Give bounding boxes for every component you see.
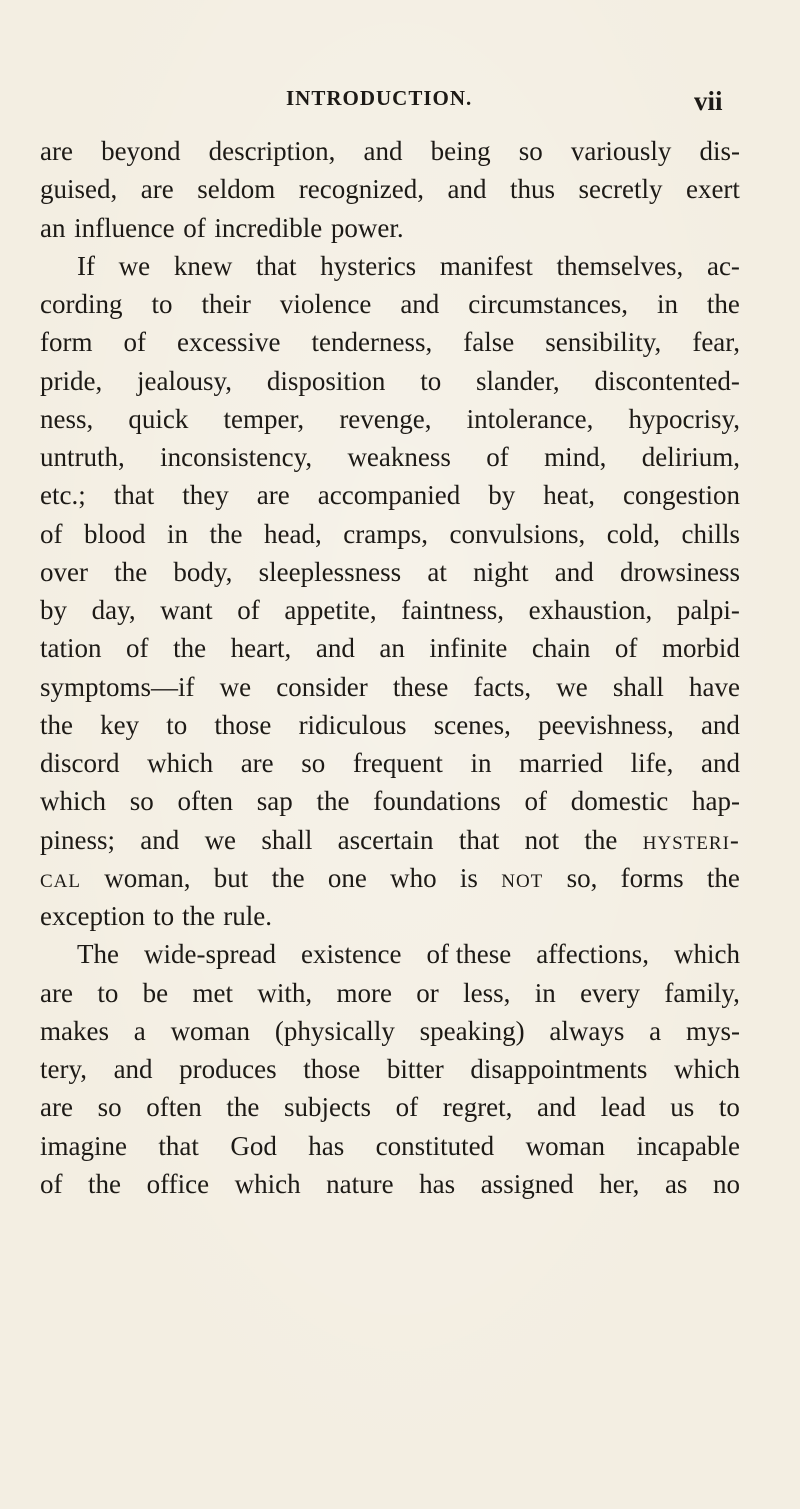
word: us bbox=[670, 1092, 695, 1123]
word: accompanied bbox=[317, 480, 461, 511]
word: blood bbox=[84, 518, 146, 549]
word: influence bbox=[74, 212, 175, 243]
word: are bbox=[240, 748, 274, 778]
word: are bbox=[40, 977, 73, 1008]
word: guised, bbox=[40, 174, 118, 205]
text-line bbox=[40, 1127, 740, 1165]
text-line bbox=[40, 897, 740, 935]
word: not bbox=[524, 824, 560, 855]
word: bitter bbox=[386, 1054, 444, 1084]
word: the bbox=[706, 289, 740, 319]
word: woman, bbox=[104, 862, 191, 893]
text-line bbox=[40, 438, 740, 476]
word: tation bbox=[40, 633, 102, 664]
word: which bbox=[234, 1168, 301, 1199]
word: to bbox=[97, 977, 119, 1008]
word: speaking) bbox=[419, 1015, 525, 1046]
word: who bbox=[390, 862, 437, 893]
text-line bbox=[40, 668, 740, 706]
word: of bbox=[123, 327, 147, 358]
word: congestion bbox=[622, 480, 740, 511]
word: to bbox=[166, 709, 188, 740]
word: by bbox=[40, 595, 67, 625]
text-line bbox=[40, 744, 740, 782]
text-line bbox=[40, 170, 740, 208]
word: often bbox=[177, 786, 233, 817]
text-line bbox=[40, 209, 740, 247]
word: woman bbox=[525, 1130, 606, 1161]
word: want bbox=[160, 595, 213, 625]
word: to bbox=[151, 289, 173, 319]
word: life, bbox=[630, 748, 674, 778]
word: but bbox=[213, 862, 249, 893]
text-line bbox=[40, 821, 740, 859]
word: seldom bbox=[197, 174, 276, 205]
text-line bbox=[40, 515, 740, 553]
word: that bbox=[158, 1130, 199, 1161]
word: ascertain bbox=[337, 824, 434, 855]
word: a bbox=[649, 1015, 662, 1046]
word: have bbox=[689, 671, 740, 702]
word: the bbox=[40, 709, 73, 740]
word: the bbox=[316, 786, 350, 817]
word: slander, bbox=[476, 365, 560, 396]
word: discord bbox=[40, 748, 120, 778]
word: key bbox=[100, 709, 140, 740]
word: is bbox=[459, 862, 478, 893]
word: in bbox=[656, 289, 678, 319]
text-line bbox=[40, 706, 740, 744]
text-line bbox=[40, 1165, 740, 1203]
word: symptoms—if bbox=[40, 671, 195, 702]
word: and bbox=[140, 824, 180, 855]
word: heart, bbox=[230, 633, 292, 664]
word: of bbox=[486, 442, 509, 472]
word: woman bbox=[170, 1015, 251, 1046]
word: beyond bbox=[101, 136, 181, 166]
text-line bbox=[40, 782, 740, 820]
word: their bbox=[201, 289, 251, 319]
word: produces bbox=[179, 1054, 277, 1084]
word: consider bbox=[276, 671, 368, 702]
word: appetite, bbox=[284, 595, 377, 625]
word: we bbox=[219, 671, 252, 702]
word: an bbox=[40, 212, 66, 243]
word: every bbox=[580, 977, 641, 1008]
word: in bbox=[470, 748, 492, 778]
word: heat, bbox=[543, 480, 595, 511]
word: and bbox=[700, 748, 740, 778]
word: in bbox=[167, 518, 189, 549]
word: peevishness, bbox=[538, 709, 674, 740]
word: untruth, bbox=[40, 442, 125, 472]
word: one bbox=[327, 862, 367, 893]
word: so bbox=[518, 136, 543, 166]
word: regret, bbox=[442, 1092, 513, 1123]
word: facts, bbox=[473, 671, 532, 702]
text-line bbox=[40, 629, 740, 667]
page-number: vii bbox=[694, 86, 723, 116]
word: form bbox=[40, 327, 93, 358]
word: piness; bbox=[40, 824, 116, 855]
word: and bbox=[113, 1054, 153, 1084]
word: we bbox=[118, 250, 151, 281]
word: body, bbox=[173, 556, 233, 587]
word: ridiculous bbox=[298, 709, 407, 740]
word: the bbox=[209, 518, 243, 549]
word: the bbox=[226, 1092, 260, 1123]
word: are bbox=[40, 1092, 73, 1123]
word: knew bbox=[173, 250, 233, 281]
text-line bbox=[40, 400, 740, 438]
word: be bbox=[142, 977, 169, 1008]
word: If bbox=[77, 250, 95, 281]
word: those bbox=[214, 709, 272, 740]
word: are bbox=[256, 480, 290, 511]
word: office bbox=[146, 1168, 210, 1199]
word: which bbox=[673, 939, 740, 970]
word: ness, bbox=[40, 403, 94, 434]
word: to bbox=[718, 1092, 740, 1123]
word: more bbox=[336, 977, 392, 1008]
word: ac- bbox=[706, 250, 740, 281]
word: has bbox=[419, 1168, 456, 1199]
word: night bbox=[473, 556, 529, 587]
word: God bbox=[230, 1130, 277, 1161]
word: has bbox=[308, 1130, 345, 1161]
word: weakness bbox=[347, 442, 451, 472]
word: pride, bbox=[40, 365, 103, 396]
word: delirium, bbox=[641, 442, 740, 472]
word: the bbox=[88, 1168, 122, 1199]
word: which bbox=[40, 786, 106, 817]
word: being bbox=[430, 136, 491, 166]
word: to bbox=[153, 901, 175, 931]
word: and bbox=[400, 289, 440, 319]
word: etc.; bbox=[40, 480, 86, 511]
text-line bbox=[40, 591, 740, 629]
word: so bbox=[97, 1092, 122, 1123]
body-text bbox=[40, 132, 740, 1203]
word: those bbox=[303, 1054, 361, 1084]
word: violence bbox=[279, 289, 372, 319]
word: convulsions, bbox=[449, 518, 586, 549]
word: false bbox=[463, 327, 515, 358]
word: chain bbox=[531, 633, 591, 664]
word: so, bbox=[566, 862, 598, 893]
word: of bbox=[524, 786, 547, 817]
word: forms bbox=[620, 862, 684, 893]
word: of bbox=[40, 1168, 63, 1199]
word: cal bbox=[40, 862, 81, 893]
word: we bbox=[556, 671, 588, 702]
word: discontented- bbox=[594, 365, 740, 396]
word: these bbox=[392, 671, 449, 702]
word: and bbox=[315, 633, 355, 664]
running-title: INTRODUCTION. bbox=[286, 86, 473, 110]
word: that bbox=[256, 250, 297, 281]
word: as bbox=[664, 1168, 688, 1199]
word: of bbox=[126, 633, 149, 664]
word: description, bbox=[208, 136, 336, 166]
word: subjects bbox=[283, 1092, 371, 1123]
word: manifest bbox=[439, 250, 533, 281]
word: rule. bbox=[223, 901, 272, 931]
word: recognized, bbox=[298, 174, 424, 205]
word: of bbox=[395, 1092, 419, 1123]
word: affections, bbox=[536, 939, 649, 970]
word: an bbox=[379, 633, 405, 664]
word: intolerance, bbox=[466, 403, 594, 434]
word: her, bbox=[599, 1168, 640, 1199]
word: faintness, bbox=[401, 595, 504, 625]
word: they bbox=[182, 480, 229, 511]
text-line bbox=[40, 1088, 740, 1126]
word: are bbox=[140, 174, 174, 205]
word: hypocrisy, bbox=[628, 403, 740, 434]
word: of bbox=[40, 518, 63, 549]
word: day, bbox=[91, 595, 136, 625]
word: over bbox=[40, 556, 88, 587]
text-line bbox=[40, 553, 740, 591]
text-line bbox=[40, 132, 740, 170]
word: cramps, bbox=[343, 518, 428, 549]
word: quick bbox=[128, 403, 189, 434]
word: and bbox=[700, 709, 740, 740]
word: always bbox=[549, 1015, 625, 1046]
paragraph-start bbox=[40, 247, 740, 285]
word: which bbox=[673, 1054, 740, 1084]
word: no bbox=[712, 1168, 740, 1199]
word: and bbox=[363, 136, 403, 166]
word: exhaustion, bbox=[528, 595, 653, 625]
word: fear, bbox=[692, 327, 740, 358]
word: cording bbox=[40, 289, 123, 319]
word: sap bbox=[256, 786, 293, 817]
word: temper, bbox=[223, 403, 305, 434]
word: hap- bbox=[691, 786, 740, 817]
word: jealousy, bbox=[137, 365, 233, 396]
word: so bbox=[129, 786, 154, 817]
word: the bbox=[182, 901, 216, 931]
word: of bbox=[614, 633, 638, 664]
paragraph-start bbox=[40, 935, 740, 973]
word: foundations bbox=[373, 786, 501, 817]
word: exception bbox=[40, 901, 145, 931]
word: shall bbox=[261, 824, 313, 855]
word: palpi- bbox=[676, 595, 740, 625]
word: chills bbox=[681, 518, 740, 549]
word: the bbox=[271, 862, 305, 893]
word: assigned bbox=[480, 1168, 574, 1199]
word: cold, bbox=[606, 518, 660, 549]
word: shall bbox=[612, 671, 664, 702]
word: domestic bbox=[570, 786, 669, 817]
word: sleeplessness bbox=[258, 556, 402, 587]
text-line bbox=[40, 974, 740, 1012]
word: often bbox=[146, 1092, 202, 1123]
word: the bbox=[584, 824, 618, 855]
word: inconsistency, bbox=[160, 442, 313, 472]
word: The bbox=[77, 939, 119, 970]
word: hysterics bbox=[320, 250, 417, 281]
word: dis- bbox=[699, 136, 740, 166]
word: not bbox=[501, 862, 544, 893]
word: met bbox=[192, 977, 233, 1008]
word: sensibility, bbox=[545, 327, 662, 358]
word: of bbox=[183, 212, 206, 243]
word: exert bbox=[685, 174, 740, 205]
word: incredible bbox=[214, 212, 323, 243]
text-line bbox=[40, 476, 740, 514]
word: frequent bbox=[352, 748, 443, 778]
word: married bbox=[519, 748, 604, 778]
word: mind, bbox=[544, 442, 607, 472]
word: thus bbox=[509, 174, 555, 205]
word: disposition bbox=[266, 365, 386, 396]
word: existence bbox=[301, 939, 402, 970]
word: themselves, bbox=[556, 250, 684, 281]
word: revenge, bbox=[339, 403, 432, 434]
word: so bbox=[301, 748, 326, 778]
word: by bbox=[488, 480, 516, 511]
word: and bbox=[537, 1092, 577, 1123]
word: lead bbox=[600, 1092, 646, 1123]
word: and bbox=[554, 556, 594, 587]
word: nature bbox=[326, 1168, 394, 1199]
word: makes bbox=[40, 1015, 109, 1046]
word: to bbox=[420, 365, 442, 396]
word: head, bbox=[264, 518, 322, 549]
word: variously bbox=[570, 136, 672, 166]
running-head bbox=[0, 86, 800, 116]
word: family, bbox=[664, 977, 740, 1008]
word: wide-spread bbox=[144, 939, 276, 970]
word: the bbox=[706, 862, 740, 893]
word: hysteri- bbox=[642, 824, 740, 855]
word: power. bbox=[330, 212, 404, 243]
word: a bbox=[133, 1015, 146, 1046]
word: in bbox=[534, 977, 556, 1008]
word: tery, bbox=[40, 1054, 87, 1084]
word: disappointments bbox=[470, 1054, 648, 1084]
word: that bbox=[113, 480, 155, 511]
text-line bbox=[40, 323, 740, 361]
word: secretly bbox=[578, 174, 663, 205]
word: morbid bbox=[661, 633, 740, 664]
word: constituted bbox=[375, 1130, 495, 1161]
word: less, bbox=[463, 977, 511, 1008]
word: that bbox=[458, 824, 500, 855]
word: incapable bbox=[636, 1130, 740, 1161]
text-line bbox=[40, 859, 740, 897]
word: or bbox=[416, 977, 439, 1008]
word: infinite bbox=[429, 633, 508, 664]
word: excessive bbox=[177, 327, 281, 358]
text-line bbox=[40, 1012, 740, 1050]
word: are bbox=[40, 136, 73, 166]
word: (physically bbox=[274, 1015, 395, 1046]
word: and bbox=[447, 174, 487, 205]
word: of these bbox=[426, 939, 512, 970]
text-line bbox=[40, 362, 740, 400]
word: mys- bbox=[685, 1015, 740, 1046]
word: which bbox=[147, 748, 214, 778]
word: the bbox=[114, 556, 148, 587]
text-line bbox=[40, 285, 740, 323]
word: the bbox=[173, 633, 207, 664]
word: tenderness, bbox=[311, 327, 433, 358]
word: scenes, bbox=[433, 709, 511, 740]
word: with, bbox=[257, 977, 313, 1008]
word: drowsiness bbox=[620, 556, 740, 587]
word: circumstances, bbox=[468, 289, 628, 319]
text-line bbox=[40, 1050, 740, 1088]
word: of bbox=[237, 595, 260, 625]
word: we bbox=[204, 824, 237, 855]
word: at bbox=[427, 556, 447, 587]
word: imagine bbox=[40, 1130, 127, 1161]
